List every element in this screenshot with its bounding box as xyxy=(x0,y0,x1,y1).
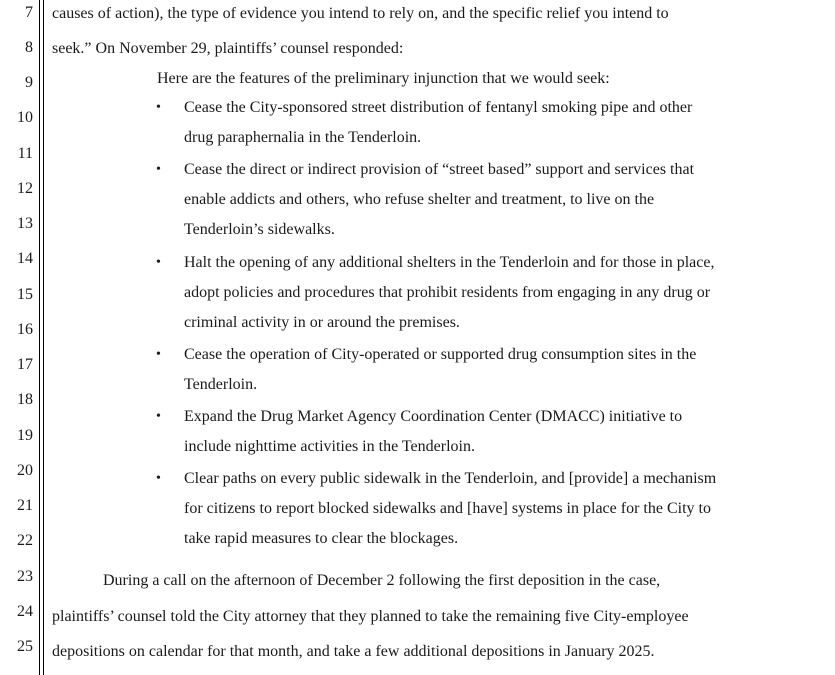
bullet-text-line: criminal activity in or around the premises. xyxy=(184,314,460,331)
line-number: 11 xyxy=(17,145,33,162)
bullet-text-line: take rapid measures to clear the blockages. xyxy=(184,530,459,547)
bullet-text-line: for citizens to report blocked sidewalks and [have] systems in place for the City to xyxy=(184,500,711,517)
bullet-marker: • xyxy=(156,255,161,270)
body-text-line: depositions on calendar for that month, and take a few additional depositions in January 2025. xyxy=(52,643,655,660)
bullet-text-line: drug paraphernalia in the Tenderloin. xyxy=(184,129,422,146)
line-number: 22 xyxy=(17,532,33,549)
body-text-line: seek.” On November 29, plaintiffs’ counsel responded: xyxy=(52,40,404,57)
bullet-text-line: Cease the direct or indirect provision of “street based” support and services that xyxy=(184,161,695,178)
body-text-line: plaintiffs’ counsel told the City attorney that they planned to take the remaining five City-employee xyxy=(52,608,689,625)
bullet-marker: • xyxy=(156,409,161,424)
bullet-text-line: Tenderloin’s sidewalks. xyxy=(184,221,335,238)
line-number: 20 xyxy=(17,462,33,479)
quote-intro: Here are the features of the preliminary injunction that we would seek: xyxy=(157,70,610,87)
bullet-marker: • xyxy=(156,100,161,115)
body-text-line: causes of action), the type of evidence you intend to rely on, and the specific relief you intend to xyxy=(52,5,669,22)
bullet-marker: • xyxy=(156,471,161,486)
bullet-text-line: enable addicts and others, who refuse shelter and treatment, to live on the xyxy=(184,191,655,208)
bullet-text-line: Expand the Drug Market Agency Coordination Center (DMACC) initiative to xyxy=(184,408,683,425)
line-number: 15 xyxy=(17,286,33,303)
line-number: 8 xyxy=(25,39,33,56)
line-number: 18 xyxy=(17,391,33,408)
line-number: 24 xyxy=(17,603,33,620)
line-number: 10 xyxy=(17,109,33,126)
line-number: 7 xyxy=(25,4,33,21)
bullet-text-line: adopt policies and procedures that prohibit residents from engaging in any drug or xyxy=(184,284,711,301)
bullet-text-line: Clear paths on every public sidewalk in the Tenderloin, and [provide] a mechanism xyxy=(184,470,717,487)
line-number: 21 xyxy=(17,497,33,514)
line-number: 12 xyxy=(17,180,33,197)
bullet-marker: • xyxy=(156,162,161,177)
bullet-marker: • xyxy=(156,347,161,362)
line-number: 9 xyxy=(25,74,33,91)
margin-rule-left xyxy=(39,0,40,675)
line-number: 16 xyxy=(17,321,33,338)
bullet-text-line: include nighttime activities in the Tenderloin. xyxy=(184,438,475,455)
line-number: 17 xyxy=(17,356,33,373)
bullet-text-line: Halt the opening of any additional shelters in the Tenderloin and for those in place, xyxy=(184,254,715,271)
line-number: 19 xyxy=(17,427,33,444)
bullet-text-line: Cease the City-sponsored street distribution of fentanyl smoking pipe and other xyxy=(184,99,693,116)
margin-rule-right xyxy=(43,0,44,675)
line-number: 14 xyxy=(17,250,33,267)
bullet-text-line: Cease the operation of City-operated or supported drug consumption sites in the xyxy=(184,346,697,363)
line-number: 13 xyxy=(17,215,33,232)
body-text-line: During a call on the afternoon of December 2 following the first deposition in the case, xyxy=(103,572,661,589)
bullet-text-line: Tenderloin. xyxy=(184,376,258,393)
line-number: 25 xyxy=(17,638,33,655)
line-number: 23 xyxy=(17,568,33,585)
